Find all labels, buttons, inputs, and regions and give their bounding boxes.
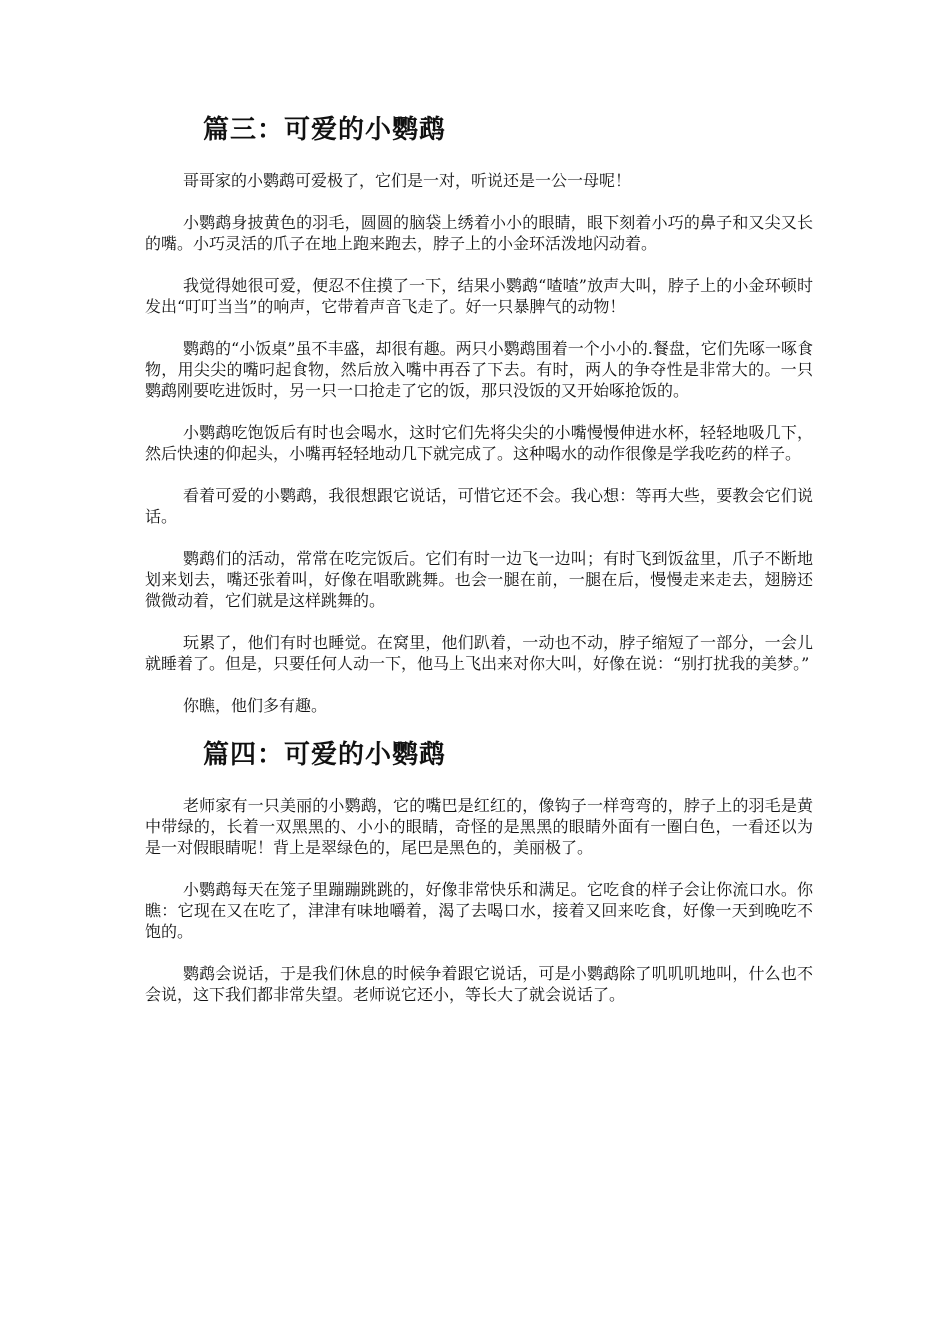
paragraph: 看着可爱的小鹦鹉，我很想跟它说话，可惜它还不会。我心想：等再大些，要教会它们说话。 <box>145 486 813 526</box>
paragraph: 鹦鹉会说话，于是我们休息的时候争着跟它说话，可是小鹦鹉除了叽叽叽地叫，什么也不会说，这下我们都非常失望。老师说它还小，等长大了就会说话了。 <box>145 964 813 1004</box>
paragraph: 哥哥家的小鹦鹉可爱极了，它们是一对，听说还是一公一母呢！ <box>183 171 632 190</box>
paragraph: 鹦鹉的“小饭桌”虽不丰盛，却很有趣。两只小鹦鹉围着一个小小的.餐盘，它们先啄一啄食物，用尖尖的嘴叼起食物，然后放入嘴中再吞了下去。有时，两人的争夺性是非常大的。一只鹦鹉刚要吃进饭时，另一只一口抢走了它的饭，那只没饭的又开始啄抢饭的。 <box>145 339 813 400</box>
document-page <box>145 112 813 1026</box>
paragraph: 你瞧，他们多有趣。 <box>183 696 328 715</box>
paragraph: 小鹦鹉每天在笼子里蹦蹦跳跳的，好像非常快乐和满足。它吃食的样子会让你流口水。你瞧：它现在又在吃了，津津有味地嚼着，渴了去喝口水，接着又回来吃食，好像一天到晚吃不饱的。 <box>145 880 813 941</box>
paragraph: 鹦鹉们的活动，常常在吃完饭后。它们有时一边飞一边叫；有时飞到饭盆里，爪子不断地划来划去，嘴还张着叫，好像在唱歌跳舞。也会一腿在前，一腿在后，慢慢走来走去，翅膀还微微动着，它们就是这样跳舞的。 <box>145 549 813 610</box>
paragraph: 玩累了，他们有时也睡觉。在窝里，他们趴着，一动也不动，脖子缩短了一部分，一会儿就睡着了。但是，只要任何人动一下，他马上飞出来对你大叫，好像在说：“别打扰我的美梦。” <box>145 633 813 673</box>
section-4 <box>145 737 813 1005</box>
section-3 <box>145 112 813 716</box>
section-title: 篇三：可爱的小鹦鹉 <box>203 115 447 145</box>
paragraph: 小鹦鹉身披黄色的羽毛，圆圆的脑袋上绣着小小的眼睛，眼下刻着小巧的鼻子和又尖又长的嘴。小巧灵活的爪子在地上跑来跑去，脖子上的小金环活泼地闪动着。 <box>145 213 813 253</box>
paragraph: 我觉得她很可爱，便忍不住摸了一下，结果小鹦鹉“喳喳”放声大叫，脖子上的小金环顿时发出“叮叮当当”的响声，它带着声音飞走了。好一只暴脾气的动物！ <box>145 276 813 316</box>
section-title: 篇四：可爱的小鹦鹉 <box>203 740 447 770</box>
paragraph: 老师家有一只美丽的小鹦鹉，它的嘴巴是红红的，像钩子一样弯弯的，脖子上的羽毛是黄中带绿的，长着一双黑黑的、小小的眼睛，奇怪的是黑黑的眼睛外面有一圈白色，一看还以为是一对假眼睛呢！背上是翠绿色的，尾巴是黑色的，美丽极了。 <box>145 796 813 857</box>
paragraph: 小鹦鹉吃饱饭后有时也会喝水，这时它们先将尖尖的小嘴慢慢伸进水杯，轻轻地吸几下，然后快速的仰起头，小嘴再轻轻地动几下就完成了。这种喝水的动作很像是学我吃药的样子。 <box>145 423 813 463</box>
